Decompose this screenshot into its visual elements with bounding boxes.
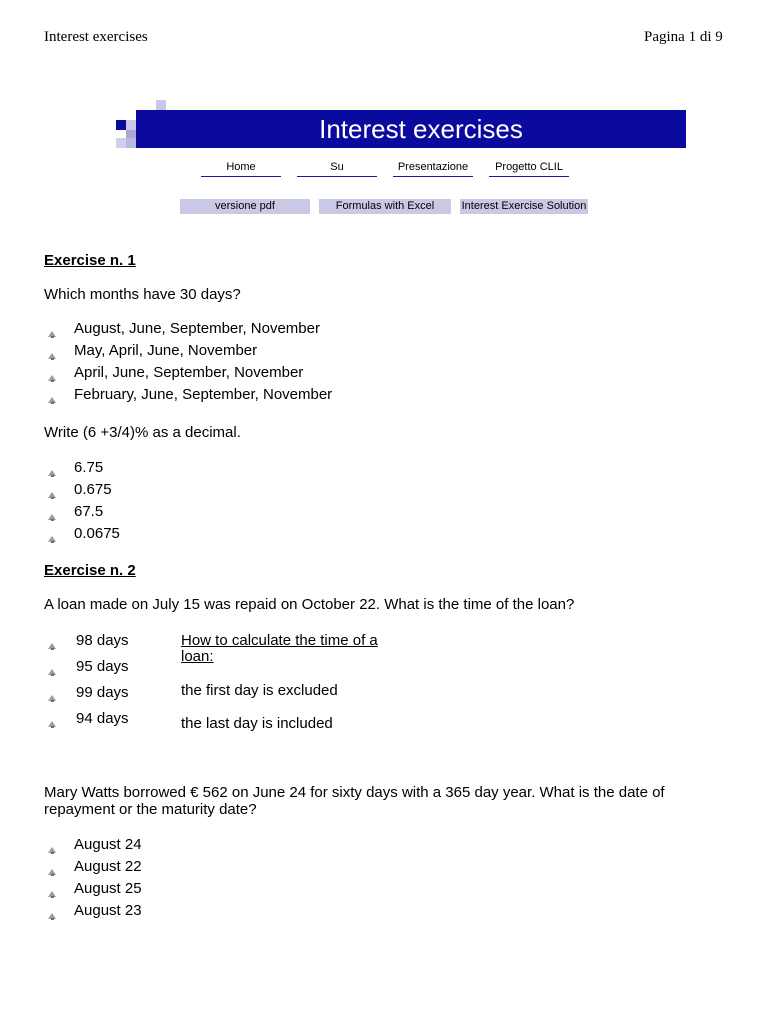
option-item: August 23 [74, 902, 142, 919]
option-item: August 24 [74, 836, 142, 853]
option-item: 94 days [76, 710, 129, 727]
bullet-icon [48, 375, 56, 381]
option-item: February, June, September, November [74, 386, 333, 403]
option-item: May, April, June, November [74, 342, 258, 359]
bullet-icon [48, 695, 56, 701]
option-item: 99 days [76, 684, 129, 701]
bullet-icon [48, 869, 56, 875]
document-title: Interest exercises [44, 29, 148, 45]
bullet-icon [48, 891, 56, 897]
nav-su-link[interactable]: Su [297, 160, 377, 177]
nav-progetto-clil-link[interactable]: Progetto CLIL [489, 160, 569, 177]
option-item: 0.0675 [74, 525, 120, 542]
bullet-icon [48, 913, 56, 919]
loan-time-note-rule: the last day is included [181, 715, 333, 732]
option-item: April, June, September, November [74, 364, 304, 381]
bullet-icon [48, 669, 56, 675]
bullet-icon [48, 721, 56, 727]
question-decimal: Write (6 +3/4)% as a decimal. [44, 424, 241, 441]
option-item: August, June, September, November [74, 320, 320, 337]
bullet-icon [48, 847, 56, 853]
bullet-icon [48, 492, 56, 498]
bullet-icon [48, 514, 56, 520]
interest-solution-link[interactable]: Interest Exercise Solution [461, 200, 587, 212]
option-item: August 25 [74, 880, 142, 897]
option-item: August 22 [74, 858, 142, 875]
option-item: 0.675 [74, 481, 112, 498]
exercise-1-heading: Exercise n. 1 [44, 252, 136, 269]
bullet-icon [48, 470, 56, 476]
formulas-excel-link[interactable]: Formulas with Excel [319, 199, 451, 214]
banner-title: Interest exercises [319, 113, 523, 144]
bullet-icon [48, 643, 56, 649]
bullet-icon [48, 353, 56, 359]
bullet-icon [48, 536, 56, 542]
question-loan-time: A loan made on July 15 was repaid on October 22. What is the time of the loan? [44, 596, 575, 613]
bullet-icon [48, 397, 56, 403]
question-maturity-date: Mary Watts borrowed € 562 on June 24 for sixty days with a 365 day year. What is the date of [44, 784, 665, 801]
nav-home-link[interactable]: Home [201, 160, 281, 177]
loan-time-note-rule: the first day is excluded [181, 682, 338, 699]
question-maturity-date-cont: repayment or the maturity date? [44, 801, 257, 818]
option-item: 95 days [76, 658, 129, 675]
option-item: 6.75 [74, 459, 104, 476]
exercise-2-heading: Exercise n. 2 [44, 562, 136, 579]
bullet-icon [48, 331, 56, 337]
loan-time-note-title-cont: loan: [181, 648, 214, 665]
pdf-version-link[interactable]: versione pdf [180, 199, 310, 214]
question-30-days: Which months have 30 days? [44, 286, 241, 303]
option-item: 67.5 [74, 503, 104, 520]
loan-time-note-title: How to calculate the time of a [181, 632, 378, 649]
page-banner [136, 110, 686, 148]
nav-presentazione-link[interactable]: Presentazione [393, 160, 473, 177]
page-number: Pagina 1 di 9 [644, 29, 723, 45]
option-item: 98 days [76, 632, 129, 649]
